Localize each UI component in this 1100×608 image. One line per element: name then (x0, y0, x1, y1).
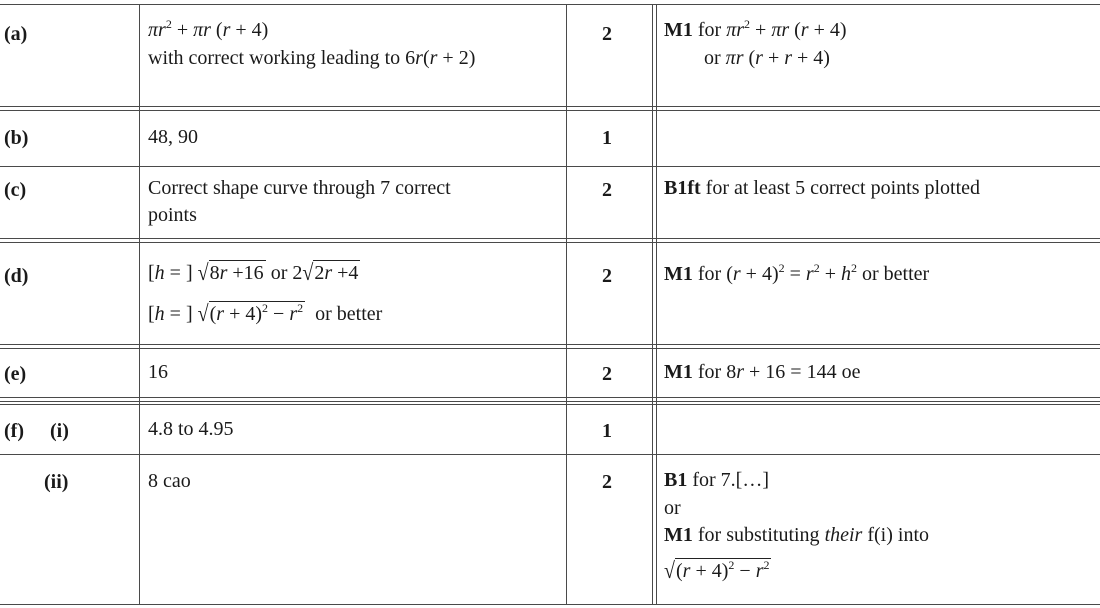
subpart-label-ii: (ii) (44, 471, 69, 493)
subpart-label-i: (i) (50, 420, 69, 442)
part-label-b: (b) (4, 127, 29, 149)
table-border-top (0, 4, 1100, 5)
column-divider (656, 4, 657, 605)
part-label-c: (c) (4, 179, 27, 201)
row-divider (0, 166, 1100, 167)
answer-e: 16 (148, 361, 168, 383)
answer-a-expression: $\pi r^2 + \pi r$ (r + 4) (148, 17, 269, 41)
note-f-ii-m1: M1 for substituting their f(i) into (664, 524, 929, 546)
part-label-d: (d) (4, 265, 29, 287)
row-divider (0, 344, 1100, 345)
part-label-e: (e) (4, 363, 27, 385)
part-label-f: (f) (4, 420, 24, 442)
row-divider (0, 454, 1100, 455)
part-label-a: (a) (4, 23, 28, 45)
note-f-ii-or: or (664, 497, 681, 519)
answer-d-line1: [h = ] √8r +16 or 2√2r +4 (148, 260, 359, 286)
answer-b: 48, 90 (148, 126, 198, 148)
row-divider (0, 401, 1100, 402)
row-divider (0, 110, 1100, 111)
note-d: M1 for $(r + 4)^2 = r^2 + h^2$ or better (664, 261, 930, 285)
note-f-ii-b1: B1 for 7.[…] (664, 469, 769, 491)
mark-f-i: 1 (602, 420, 612, 442)
answer-f-ii: 8 cao (148, 470, 191, 492)
column-divider (566, 4, 567, 605)
answer-f-i: 4.8 to 4.95 (148, 418, 234, 440)
answer-c-line2: points (148, 204, 197, 226)
note-a-m1: M1 for $\pi r^2 + \pi r$ (r + 4) (664, 17, 847, 41)
table-border-bottom (0, 604, 1100, 605)
note-e: M1 for 8r + 16 = 144 oe (664, 361, 861, 383)
note-c: B1ft for at least 5 correct points plotted (664, 177, 981, 199)
note-f-ii-formula: $√(r + 4)^2 - r^2$ (664, 558, 770, 584)
answer-a-working: with correct working leading to 6r(r + 2) (148, 47, 476, 69)
column-divider (652, 4, 653, 605)
row-divider (0, 242, 1100, 243)
answer-c-line1: Correct shape curve through 7 correct (148, 177, 451, 199)
row-divider (0, 348, 1100, 349)
note-a-alt: or πr (r + r + 4) (704, 47, 830, 69)
mark-e: 2 (602, 363, 612, 385)
answer-d-line2: [h = ] $√(r + 4)^2 - r^2$ or better (148, 301, 383, 327)
mark-c: 2 (602, 179, 612, 201)
column-divider (139, 4, 140, 605)
mark-a: 2 (602, 23, 612, 45)
row-divider (0, 106, 1100, 107)
mark-f-ii: 2 (602, 471, 612, 493)
row-divider (0, 238, 1100, 239)
row-divider (0, 397, 1100, 398)
mark-b: 1 (602, 127, 612, 149)
mark-d: 2 (602, 265, 612, 287)
row-divider (0, 404, 1100, 405)
